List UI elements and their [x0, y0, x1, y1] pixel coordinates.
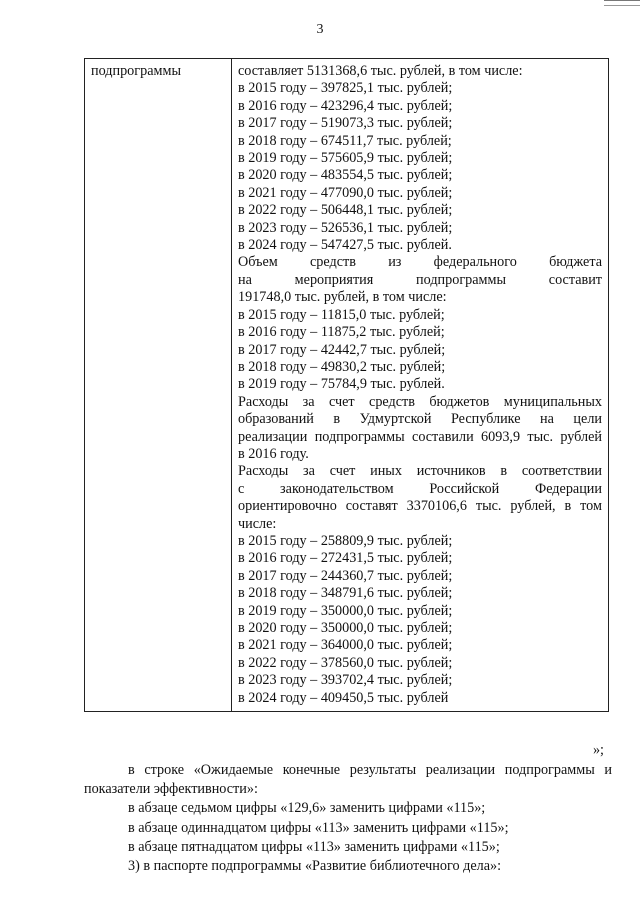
- row-label: подпрограммы: [85, 59, 232, 712]
- federal-text-line: 191748,0 тыс. рублей, в том числе:: [238, 289, 447, 306]
- municipal-text-line: реализации подпрограммы составили 6093,9 тыс. рублей: [238, 428, 602, 445]
- federal-text-line: на мероприятия подпрограммы составит: [238, 271, 602, 288]
- year-amount-line: в 2016 году – 423296,4 тыс. рублей;: [238, 97, 453, 114]
- passport-table: [84, 58, 609, 712]
- year-amount-line: в 2019 году – 75784,9 тыс. рублей.: [238, 376, 445, 393]
- year-amount-line: в 2018 году – 348791,6 тыс. рублей;: [238, 585, 453, 602]
- year-amount-line: в 2017 году – 519073,3 тыс. рублей;: [238, 115, 453, 132]
- year-amount-line: в 2016 году – 272431,5 тыс. рублей;: [238, 550, 453, 567]
- other-text-line: ориентировочно составят 3370106,6 тыс. рублей, в том: [238, 498, 602, 515]
- year-amount-line: в 2020 году – 483554,5 тыс. рублей;: [238, 167, 453, 184]
- year-amount-line: в 2024 году – 547427,5 тыс. рублей.: [238, 237, 452, 254]
- municipal-text-line: в 2016 году.: [238, 445, 309, 462]
- year-amount-line: в 2021 году – 477090,0 тыс. рублей;: [238, 184, 453, 201]
- funding-content: [232, 59, 609, 712]
- year-amount-line: в 2019 году – 350000,0 тыс. рублей;: [238, 602, 453, 619]
- year-amount-line: в 2019 году – 575605,9 тыс. рублей;: [238, 150, 453, 167]
- year-amount-line: в 2023 году – 526536,1 тыс. рублей;: [238, 219, 453, 236]
- corner-mark: [604, 0, 640, 6]
- federal-funding-paragraph: [238, 254, 602, 306]
- table-row: [85, 59, 609, 712]
- total-by-year-list: [238, 80, 602, 254]
- paragraph-item-3: 3) в паспорте подпрограммы «Развитие библиотечного дела»:: [128, 858, 502, 875]
- federal-text-line: Объем средств из федерального бюджета: [238, 254, 602, 271]
- municipal-funding-paragraph: [238, 394, 602, 464]
- paragraph-expected-results-line2: показатели эффективности»:: [84, 781, 258, 798]
- year-amount-line: в 2015 году – 397825,1 тыс. рублей;: [238, 80, 453, 97]
- year-amount-line: в 2018 году – 674511,7 тыс. рублей;: [238, 132, 452, 149]
- page-number: 3: [316, 22, 324, 37]
- paragraph-expected-results-line1: в строке «Ожидаемые конечные результаты реализации подпрограммы и: [128, 762, 612, 778]
- year-amount-line: в 2022 году – 506448,1 тыс. рублей;: [238, 202, 453, 219]
- other-text-line: числе:: [238, 515, 277, 532]
- year-amount-line: в 2016 году – 11875,2 тыс. рублей;: [238, 324, 445, 341]
- year-amount-line: в 2024 году – 409450,5 тыс. рублей: [238, 689, 449, 706]
- paragraph-eleventh-abzac: в абзаце одиннадцатом цифры «113» заменить цифрами «115»;: [128, 819, 509, 836]
- other-by-year-list: [238, 533, 602, 707]
- year-amount-line: в 2017 году – 244360,7 тыс. рублей;: [238, 567, 453, 584]
- year-amount-line: в 2020 году – 350000,0 тыс. рублей;: [238, 620, 453, 636]
- amendment-text: [84, 761, 612, 876]
- municipal-text-line: образований в Удмуртской Республике на цели: [238, 411, 602, 428]
- year-amount-line: в 2018 году – 49830,2 тыс. рублей;: [238, 358, 446, 375]
- total-funding-line: составляет 5131368,6 тыс. рублей, в том числе:: [238, 63, 523, 79]
- paragraph-fifteenth-abzac: в абзаце пятнадцатом цифры «113» заменить цифрами «115»;: [128, 838, 500, 855]
- other-text-line: с законодательством Российской Федерации: [238, 480, 602, 497]
- other-funding-paragraph: [238, 463, 602, 533]
- year-amount-line: в 2015 году – 11815,0 тыс. рублей;: [238, 306, 445, 323]
- municipal-text-line: Расходы за счет средств бюджетов муниципальных: [238, 393, 602, 410]
- paragraph-seventh-abzac: в абзаце седьмом цифры «129,6» заменить цифрами «115»;: [128, 800, 486, 817]
- closing-quote-mark: »;: [592, 742, 604, 758]
- year-amount-line: в 2022 году – 378560,0 тыс. рублей;: [238, 654, 453, 671]
- federal-by-year-list: [238, 307, 602, 394]
- year-amount-line: в 2021 году – 364000,0 тыс. рублей;: [238, 637, 453, 654]
- year-amount-line: в 2023 году – 393702,4 тыс. рублей;: [238, 672, 453, 689]
- other-text-line: Расходы за счет иных источников в соответствии: [238, 463, 602, 480]
- year-amount-line: в 2017 году – 42442,7 тыс. рублей;: [238, 341, 446, 358]
- year-amount-line: в 2015 году – 258809,9 тыс. рублей;: [238, 532, 453, 549]
